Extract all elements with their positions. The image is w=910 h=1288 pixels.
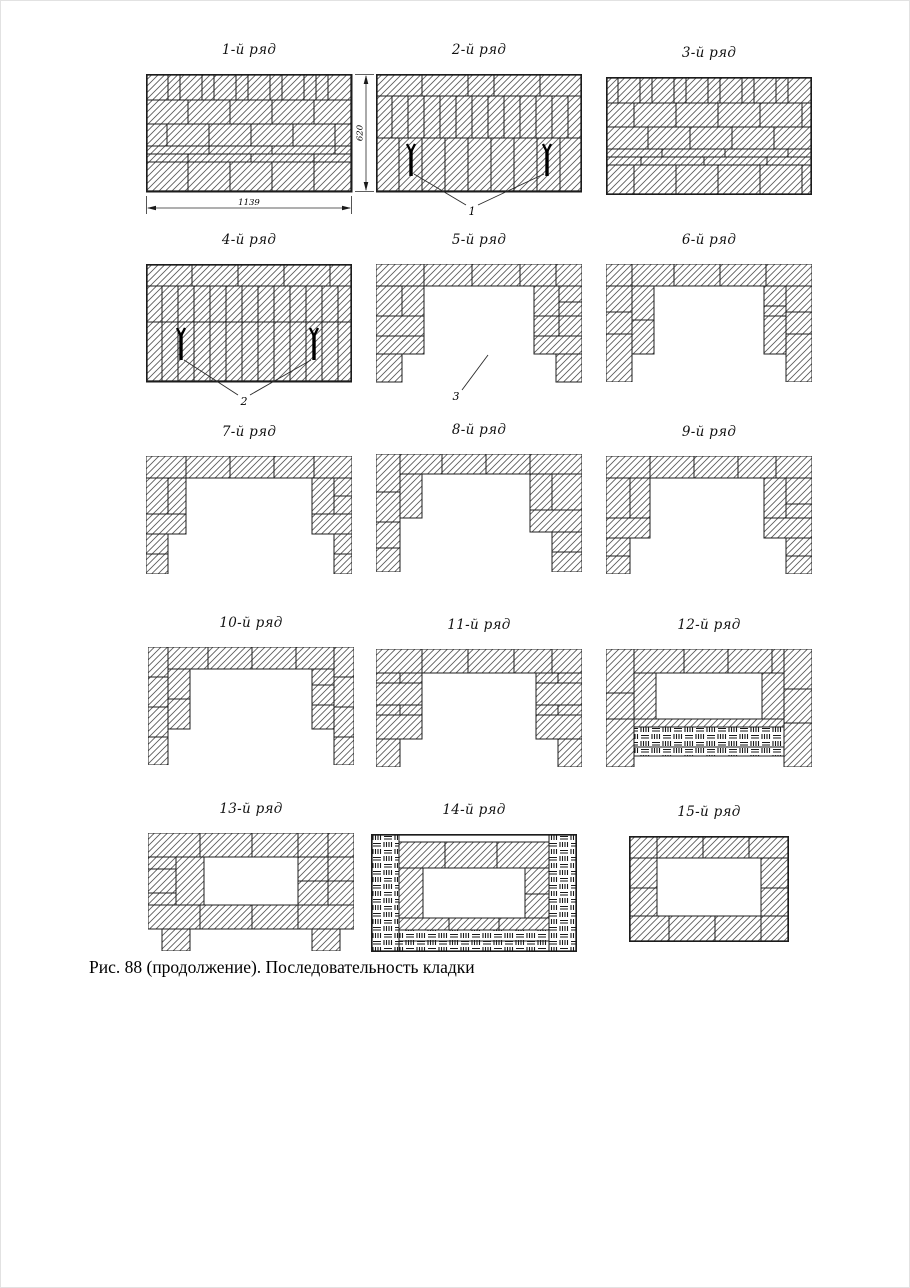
bricks (606, 264, 812, 382)
figure-caption: Рис. 88 (продолжение). Последовательность кладки (89, 957, 475, 977)
callout-label: 1 (468, 205, 476, 218)
bricks (376, 649, 582, 767)
diagram-title: 2-й ряд (451, 42, 507, 58)
brick-course-diagram-4 (146, 264, 352, 414)
brick-course-diagram-2 (376, 74, 582, 224)
diagram-cell-3 (606, 45, 812, 195)
diagram-title: 7-й ряд (221, 424, 277, 440)
diagram-title: 12-й ряд (677, 617, 741, 633)
diagram-cell-12 (606, 617, 812, 767)
brick-course-diagram-9 (606, 456, 812, 574)
callout-leader-line (462, 355, 488, 390)
bricks (371, 834, 577, 952)
dimension-width-label: 1139 (238, 198, 260, 208)
diagram-title: 4-й ряд (221, 232, 277, 248)
diagram-title: 10-й ряд (219, 615, 283, 631)
diagram-title: 11-й ряд (447, 617, 511, 633)
bricks (148, 647, 354, 765)
brick-course-diagram-7 (146, 456, 352, 574)
brick-course-diagram-8 (376, 454, 582, 572)
bricks (148, 833, 354, 951)
bricks (146, 456, 352, 574)
diagram-cell-5 (376, 232, 582, 408)
diagram-cell-14 (371, 802, 577, 952)
brick-course-diagram-13 (148, 833, 354, 951)
diagram-title: 1-й ряд (221, 42, 277, 58)
brick-course-diagram-10 (148, 647, 354, 765)
bricks (146, 74, 352, 192)
diagram-title: 3-й ряд (681, 45, 737, 61)
brick-course-diagram-1 (146, 74, 384, 226)
diagram-title: 8-й ряд (451, 422, 507, 438)
callout-label: 2 (240, 395, 248, 408)
callout-label: 3 (452, 390, 460, 403)
brick-course-diagram-14 (371, 834, 577, 952)
diagram-cell-10 (148, 615, 354, 765)
diagram-title: 13-й ряд (219, 801, 283, 817)
diagram-cell-13 (148, 801, 354, 951)
bricks (606, 456, 812, 574)
diagram-cell-6 (606, 232, 812, 382)
diagram-cell-7 (146, 424, 352, 574)
dimension-height-label: 620 (355, 124, 366, 142)
brick-course-diagram-3 (606, 77, 812, 195)
brick-course-diagram-5 (376, 264, 582, 408)
diagram-title: 14-й ряд (442, 802, 506, 818)
diagram-title: 15-й ряд (677, 804, 741, 820)
bricks (629, 836, 789, 942)
bricks (376, 74, 582, 192)
diagram-title: 9-й ряд (681, 424, 737, 440)
diagram-title: 6-й ряд (681, 232, 737, 248)
bricks (606, 649, 812, 767)
diagram-title: 5-й ряд (451, 232, 507, 248)
bricks (376, 264, 582, 382)
brick-course-diagram-15 (629, 836, 789, 942)
brick-course-diagram-11 (376, 649, 582, 767)
diagram-cell-8 (376, 422, 582, 572)
diagram-cell-15 (629, 804, 789, 942)
diagram-cell-2 (376, 42, 582, 224)
diagram-cell-9 (606, 424, 812, 574)
bricks (146, 264, 352, 382)
brick-course-diagram-12 (606, 649, 812, 767)
bricks (606, 77, 812, 195)
brick-course-diagram-6 (606, 264, 812, 382)
bricks (376, 454, 582, 572)
diagram-cell-11 (376, 617, 582, 767)
diagram-cell-4 (146, 232, 352, 414)
diagram-cell-1 (146, 42, 384, 226)
